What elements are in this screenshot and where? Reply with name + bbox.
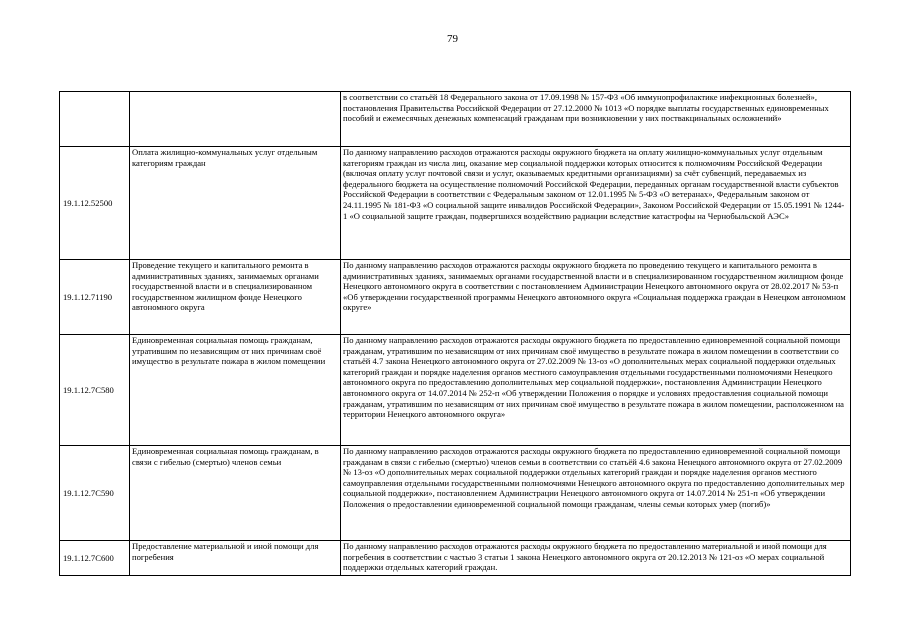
- table-row: [60, 92, 851, 147]
- description-cell: По данному направлению расходов отражаются расходы окружного бюджета по предоставлению единовременной социальной помощи гражданам, утратившим по независящим от них причинам своё имущество в результате пожара в жилом помещении в соответствии со статьёй 4.7 закона Ненецкого автономного округа от 27.02.2009 № 13-оз «О дополнительных мерах социальной поддержки отдельных категорий граждан и порядке наделения органов местного самоуправления отдельными государственными полномочиями Ненецкого автономного округа по предоставлению дополнительных мер социальной поддержки», постановления Администрации Ненецкого автономного округа от 14.07.2014 № 252-п «Об утверждении Положения о порядке и условиях предоставления социальной помощи гражданам, утратившим по независящим от них причинам своё имущество в результате пожара в жилом помещении, расположенном на территории Ненецкого автономного округа»: [341, 335, 851, 446]
- code-cell: 19.1.12.71190: [60, 260, 130, 335]
- table-row: [60, 541, 851, 576]
- description-cell: По данному направлению расходов отражаются расходы окружного бюджета по предоставлению единовременной социальной помощи гражданам в связи с гибелью (смертью) членов семьи в соответствии со статьёй 4.6 закона Ненецкого автономного округа от 27.02.2009 № 13-оз «О дополнительных мерах социальной поддержки отдельных категорий граждан и порядке наделения органов местного самоуправления отдельными государственными полномочиями Ненецкого автономного округа по предоставлению дополнительных мер социальной поддержки», постановлением Администрации Ненецкого автономного округа от 14.07.2014 № 251-п «Об утверждении Положения о предоставлении единовременной социальной помощи гражданам, члены семьи которых умер (погиб)»: [341, 446, 851, 541]
- code-cell: 19.1.12.7С580: [60, 335, 130, 446]
- description-cell: По данному направлению расходов отражаются расходы окружного бюджета на оплату жилищно-коммунальных услуг отдельным категориям граждан из числа лиц, оказание мер социальной поддержки которых относится к полномочиям Российской Федерации (включая оплату услуг почтовой связи и услуг, оказываемых кредитными организациями) за счёт субвенций, передаваемых из федерального бюджета на осуществление полномочий Российской Федерации, переданных органам государственной власти субъектов Российской Федерации в соответствии с Федеральным законом от 12.01.1995 № 5-ФЗ «О ветеранах», Федеральным законом от 24.11.1995 № 181-ФЗ «О социальной защите инвалидов Российской Федерации», Законом Российской Федерации от 15.05.1991 № 1244-1 «О социальной защите граждан, подвергшихся воздействию радиации вследствие катастрофы на Чернобыльской АЭС»: [341, 147, 851, 260]
- description-cell: По данному направлению расходов отражаются расходы окружного бюджета по предоставлению материальной и иной помощи для погребения в соответствии с частью 3 статьи 1 закона Ненецкого автономного округа от 20.12.2013 № 121-оз «О мерах социальной поддержки отдельных категорий граждан.: [341, 541, 851, 576]
- code-cell: 19.1.12.7С590: [60, 446, 130, 541]
- name-cell: Оплата жилищно-коммунальных услуг отдельным категориям граждан: [130, 147, 341, 260]
- code-cell: 19.1.12.7С600: [60, 541, 130, 576]
- code-cell: [60, 92, 130, 147]
- budget-classification-table: [59, 91, 851, 576]
- table-row: [60, 260, 851, 335]
- table-row: [60, 147, 851, 260]
- name-cell: Единовременная социальная помощь гражданам, в связи с гибелью (смертью) членов семьи: [130, 446, 341, 541]
- table-row: [60, 335, 851, 446]
- name-cell: [130, 92, 341, 147]
- name-cell: Проведение текущего и капитального ремонта в административных зданиях, занимаемых органами государственной власти и в специализированном государственном жилищном фонде Ненецкого автономного округа: [130, 260, 341, 335]
- name-cell: Предоставление материальной и иной помощи для погребения: [130, 541, 341, 576]
- name-cell: Единовременная социальная помощь гражданам, утратившим по независящим от них причинам своё имущество в результате пожара в жилом помещении: [130, 335, 341, 446]
- description-cell: По данному направлению расходов отражаются расходы окружного бюджета по проведению текущего и капитального ремонта в административных зданиях, занимаемых органами государственной власти и в специализированном государственном жилищном фонде Ненецкого автономного округа в соответствии с постановлением Администрации Ненецкого автономного округа от 28.02.2017 № 53-п «Об утверждении государственной программы Ненецкого автономного округа «Социальная поддержка граждан в Ненецком автономном округе»: [341, 260, 851, 335]
- description-cell: в соответствии со статьёй 18 Федерального закона от 17.09.1998 № 157-ФЗ «Об иммунопрофилактике инфекционных болезней», постановления Правительства Российской Федерации от 27.12.2000 № 1013 «О порядке выплаты государственных единовременных пособий и ежемесячных денежных компенсаций гражданам при возникновении у них поствакцинальных осложнений»: [341, 92, 851, 147]
- code-cell: 19.1.12.52500: [60, 147, 130, 260]
- page-number: 79: [447, 33, 458, 45]
- table-row: [60, 446, 851, 541]
